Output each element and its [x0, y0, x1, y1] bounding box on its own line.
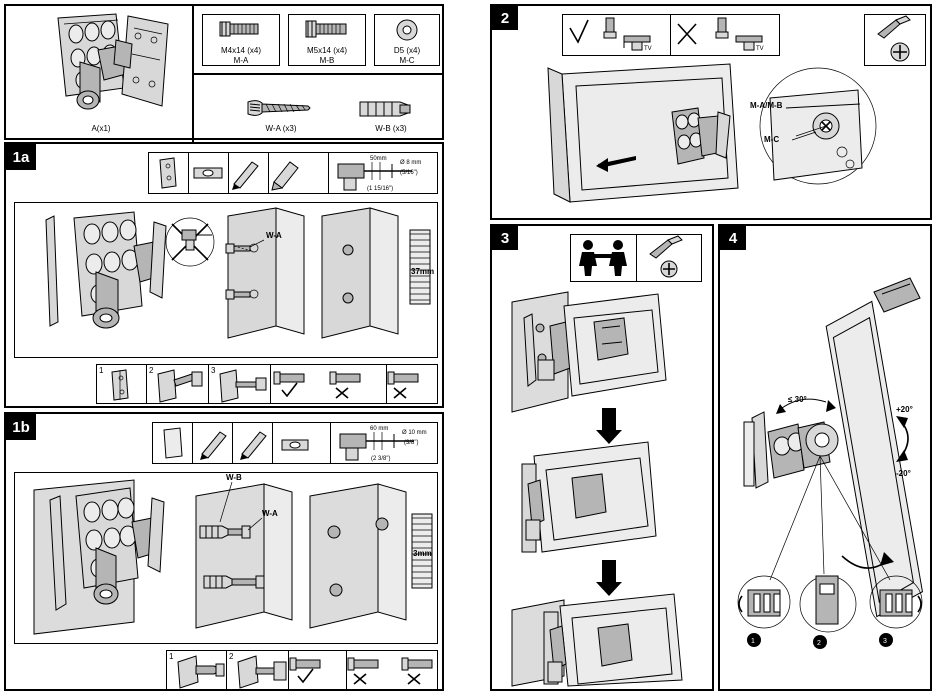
hardware-code-m-a: M4x14 (x4): [220, 46, 261, 55]
svg-text:(2 3/8"): (2 3/8"): [371, 456, 391, 462]
svg-text:-20°: -20°: [896, 469, 911, 478]
hardware-code-w-b: W-B (x3): [375, 124, 407, 133]
hardware-code-m-b: M5x14 (x4): [306, 46, 347, 55]
step-1b-illustration: [14, 472, 438, 644]
svg-text:TV: TV: [756, 46, 764, 52]
panel-divider-horizontal: [192, 73, 444, 75]
step-3-number: 3: [492, 226, 518, 250]
phillips-screw-icon: [888, 40, 912, 64]
substep-1a-num-3: 3: [211, 366, 216, 375]
hardware-name-m-b: M-B: [319, 56, 335, 65]
svg-text:60 mm: 60 mm: [370, 426, 389, 432]
wood-screw-icon: [246, 98, 316, 118]
svg-text:M-C: M-C: [764, 135, 780, 144]
substep-1a-num-2: 2: [149, 366, 154, 375]
substep-1a-num-1: 1: [99, 366, 104, 375]
hardware-code-w-a: W-A (x3): [265, 124, 297, 133]
screwdriver-icon: [872, 18, 918, 42]
step-2-screw-detail: [730, 64, 920, 214]
step-1a-illustration: [14, 202, 438, 358]
step-4-illustration: [724, 256, 930, 686]
svg-text:37mm: 37mm: [411, 267, 435, 276]
screwdriver-icon: [644, 238, 688, 260]
svg-text:Ø 8 mm: Ø 8 mm: [400, 160, 422, 166]
svg-text:50mm: 50mm: [370, 156, 387, 162]
part-label-bracket: A(x1): [91, 124, 111, 133]
two-people-icon: [578, 238, 630, 278]
step-1a-number: 1a: [6, 144, 36, 170]
svg-text:3mm: 3mm: [413, 549, 432, 558]
tool-icons-1b: [152, 422, 438, 464]
svg-text:W-A: W-A: [262, 509, 278, 518]
svg-text:Ø 10 mm: Ø 10 mm: [402, 430, 427, 436]
orientation-icons: [562, 14, 780, 56]
substep-1b-icons: [166, 650, 438, 690]
hardware-name-m-a: M-A: [233, 56, 249, 65]
svg-text:2: 2: [817, 640, 821, 647]
svg-text:≤ 30°: ≤ 30°: [788, 395, 807, 404]
svg-text:(5/16"): (5/16"): [400, 170, 418, 176]
hardware-name-m-c: M-C: [399, 56, 415, 65]
parts-list-panel: [4, 4, 444, 140]
svg-text:3: 3: [883, 638, 887, 645]
step-1b-panel: [4, 412, 444, 691]
svg-text:W-A: W-A: [266, 231, 282, 240]
step-1b-number: 1b: [6, 414, 36, 440]
step-4-panel: [718, 224, 932, 691]
substep-1b-num-1: 1: [169, 652, 174, 661]
step-2-panel: [490, 4, 932, 220]
washer-icon: [394, 18, 420, 42]
bolt-icon: [304, 18, 350, 40]
icon-divider: [636, 234, 637, 282]
down-arrow: [602, 408, 616, 430]
svg-text:W-B: W-B: [226, 473, 242, 482]
svg-text:(1 15/16"): (1 15/16"): [367, 186, 394, 192]
down-arrow: [602, 560, 616, 582]
svg-text:1: 1: [751, 638, 755, 645]
phillips-screw-icon: [658, 258, 680, 280]
hardware-code-m-c: D5 (x4): [393, 46, 421, 55]
svg-text:TV: TV: [644, 46, 652, 52]
svg-text:+20°: +20°: [896, 405, 913, 414]
substep-1b-num-2: 2: [229, 652, 234, 661]
wall-anchor-icon: [358, 100, 418, 118]
step-3-sequence: [498, 288, 710, 686]
bolt-icon: [218, 18, 264, 40]
step-3-panel: [490, 224, 714, 691]
svg-text:(3/8"): (3/8"): [404, 440, 419, 446]
step-1a-panel: [4, 142, 444, 408]
substep-1a-icons: [96, 364, 438, 404]
tool-icons-1a: [148, 152, 438, 194]
svg-text:M-A/M-B: M-A/M-B: [750, 101, 783, 110]
bracket-assembly-drawing: [20, 10, 188, 122]
step-4-number: 4: [720, 226, 746, 250]
step-2-number: 2: [492, 6, 518, 30]
